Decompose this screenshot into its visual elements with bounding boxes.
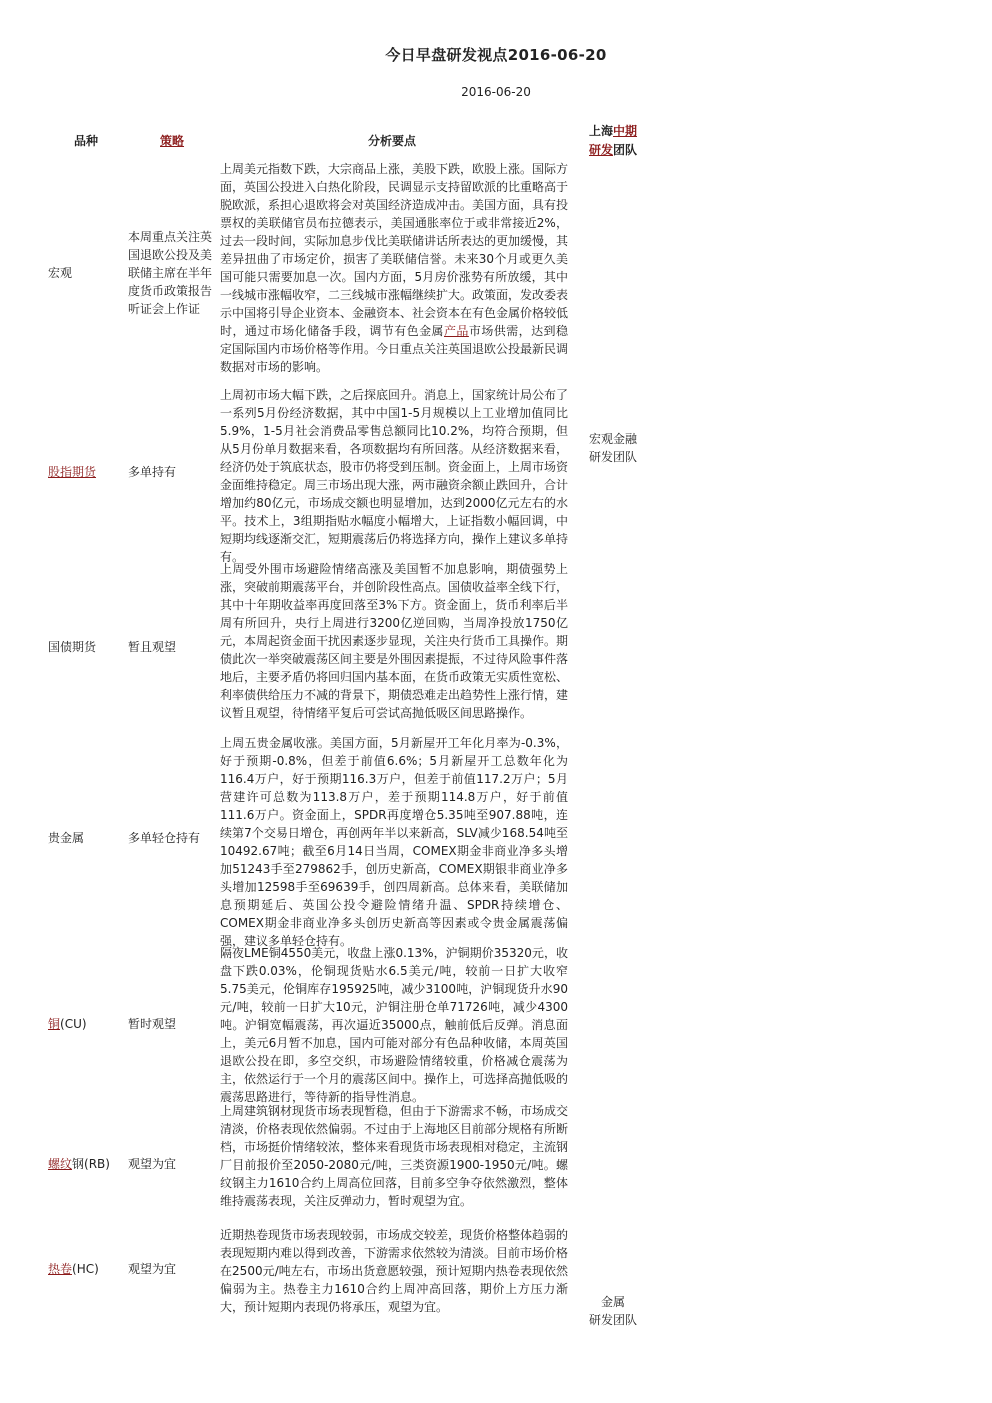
analysis-cell [220,160,568,376]
team-header-tuandui: 团队 [613,143,638,157]
header-strategy-link[interactable]: 策略 [160,134,185,148]
variety-suffix: (CU) [60,1017,87,1031]
team-header-zhongqi-link[interactable]: 中期 [613,124,638,138]
table-row-hot-coil [0,1226,992,1316]
analysis-cell: 上周五贵金属收涨。美国方面，5月新屋开工年化月率为-0.3%，好于预期-0.8%，但差于前值6.6%；5月新屋开工总数年化为116.4万户，好于预期116.3万户，但差于前值117.2万户；5月营建许可总数为113.8万户，差于预期114.8万户，好于前值111.6万户。资金面上，SPDR再度增仓5.35吨至907.88吨，连续第7个交易日增仓，再创两年半以来新高，SLV减少168.54吨至10492.67吨；截至6月14日当周，COMEX期金非商业净多头增加51243手至279862手，创历史新高，COMEX期银非商业净多头增加12598手至69639手，创四周新高。总体来看，美联储加息预期延后、英国公投令避险情绪升温、SPDR持续增仓、COMEX期金非商业净多头创历史新高等因素或令贵金属震荡偏强，建议多单轻仓持有。 [220,736,568,948]
variety-text: 贵金属 [48,831,85,845]
analysis-cell: 上周受外围市场避险情绪高涨及美国暂不加息影响，期债强势上涨，突破前期震荡平台，并创阶段性高点。国债收益率全线下行，其中十年期收益率再度回落至3%下方。资金面上，货币利率后半周有所回升，央行上周进行3200亿逆回购，当周净投放1750亿元，本周起资金面干扰因素逐步显现，关注央行货币工具操作。期债此次一举突破震荡区间主要是外围因素提振，不过待风险事件落地后，主要矛盾仍将回归国内基本面，在货币政策无实质性宽松、利率债供给压力不减的背景下，期债恐难走出趋势性上涨行情，建议暂且观望，待情绪平复后可尝试高抛低吸区间思路操作。 [220,562,569,720]
strategy-cell: 多单轻仓持有 [128,831,201,845]
table-row-rebar [0,1102,992,1226]
analysis-product-link[interactable]: 产品 [443,324,469,338]
team-header-shanghai: 上海 [588,124,613,138]
strategy-cell: 本周重点关注英国退欧公投及美联储主席在半年度货币政策报告听证会上作证 [128,230,213,316]
variety-cell [48,264,72,281]
team-header-yanfa-link[interactable]: 研发 [588,143,613,157]
header-variety: 品种 [74,134,99,148]
variety-cell [48,638,96,655]
variety-link[interactable]: 螺纹 [48,1157,73,1171]
variety-cell [48,1015,87,1032]
document-title: 今日早盘研发视点2016-06-20 [385,46,607,64]
header-analysis: 分析要点 [368,134,417,148]
variety-cell [48,829,84,846]
analysis-cell: 近期热卷现货市场表现较弱，市场成交较差，现货价格整体趋弱的表现短期内难以得到改善，下游需求依然较为清淡。目前市场价格在2500元/吨左右，市场出货意愿较强，预计短期内热卷表现依然偏弱为主。热卷主力1610合约上周冲高回落，期价上方压力渐大，预计短期内表现仍将承压，观望为宜。 [220,1228,569,1314]
team-metal-line2: 研发团队 [588,1313,637,1327]
variety-text: 国债期货 [48,640,97,654]
table-row-macro [0,160,992,382]
strategy-cell: 暂且观望 [128,640,177,654]
table-row-treasury [0,560,992,732]
variety-cell [48,1260,99,1277]
variety-suffix: (HC) [72,1262,99,1276]
document-date: 2016-06-20 [461,85,531,99]
variety-link[interactable]: 铜 [48,1017,61,1031]
table-row-stock-index [0,386,992,564]
analysis-cell: 隔夜LME铜4550美元，收盘上涨0.13%，沪铜期价35320元，收盘下跌0.03%，伦铜现货贴水6.5美元/吨，较前一日扩大收窄5.75美元，伦铜库存195925吨，减少3100吨，沪铜现货升水90元/吨，较前一日扩大10元，沪铜注册仓单71726吨，减少4300吨。沪铜宽幅震荡，再次逼近35000点，触前低后反弹。消息面上，美元6月暂不加息，国内可能对部分有色品种收储，本周英国退欧公投在即，多空交织，市场避险情绪较重，价格减仓震荡为主，依然运行于一个月的震荡区间中。操作上，可选择高抛低吸的震荡思路进行，等待新的指导性消息。 [220,946,569,1104]
table-row-precious-metals [0,734,992,948]
strategy-cell: 观望为宜 [128,1262,177,1276]
team-macro-line2: 研发团队 [588,450,637,464]
analysis-text-after: 市场供需，达到稳定国际国内市场价格等作用。今日重点关注英国退欧公投最新民调数据对市场的影响。 [220,324,569,374]
strategy-cell: 暂时观望 [128,1017,177,1031]
team-metal-line1: 金属 [600,1295,625,1309]
variety-link[interactable]: 股指期货 [48,465,97,479]
strategy-cell: 多单持有 [128,465,177,479]
variety-link[interactable]: 热卷 [48,1262,73,1276]
variety-text: 宏观 [48,266,73,280]
analysis-cell: 上周初市场大幅下跌，之后探底回升。消息上，国家统计局公布了一系列5月份经济数据，其中中国1-5月规模以上工业增加值同比5.9%，1-5月社会消费品零售总额同比10.2%，均符合预期，但从5月份单月数据来看，各项数据均有所回落。从经济数据来看，经济仍处于筑底状态，股市仍将受到压制。资金面上，上周市场资金面维持稳定。周三市场出现大涨，两市融资余额止跌回升，合计增加约80亿元，市场成交额也明显增加，达到2000亿元左右的水平。技术上，3组期指贴水幅度小幅增大，上证指数小幅回调，中短期均线逐渐交汇，短期震荡后仍将选择方向，操作上建议多单持有。 [220,388,569,564]
team-header [580,122,646,160]
team-macro-line1: 宏观金融 [588,432,637,446]
analysis-text: 上周美元指数下跌，大宗商品上涨，美股下跌，欧股上涨。国际方面，英国公投进入白热化阶段，民调显示支持留欧派的比重略高于脱欧派，系担心退欧将会对英国经济造成冲击。美国方面，具有投票权的美联储官员布拉德表示，美国通胀率位于或非常接近2%，过去一段时间，实际加息步伐比美联储讲话所表达的更加缓慢，其差异扭曲了市场定价，损害了美联储信誉。未来30个月或更久美国可能只需要加息一次。国内方面，5月房价涨势有所放缓，其中一线城市涨幅收窄，二三线城市涨幅继续扩大。政策面，发改委表示中国将引导企业资本、金融资本、社会资本在有色金属价格较低时，通过市场化储备手段，调节有色金属 [220,162,569,338]
variety-cell [48,463,96,480]
variety-cell [48,1155,110,1172]
analysis-cell: 上周建筑钢材现货市场表现暂稳，但由于下游需求不畅，市场成交清淡，价格表现依然偏弱。不过由于上海地区目前部分规格有所断档，市场挺价情绪较浓，整体来看现货市场表现相对稳定，主流钢厂目前报价至2050-2080元/吨，三类资源1900-1950元/吨。螺纹钢主力1610合约上周高位回落，目前多空争夺依然激烈，整体维持震荡表现，关注反弹动力，暂时观望为宜。 [220,1104,569,1208]
strategy-cell: 观望为宜 [128,1157,177,1171]
table-row-copper [0,944,992,1104]
variety-suffix: 钢(RB) [72,1157,110,1171]
